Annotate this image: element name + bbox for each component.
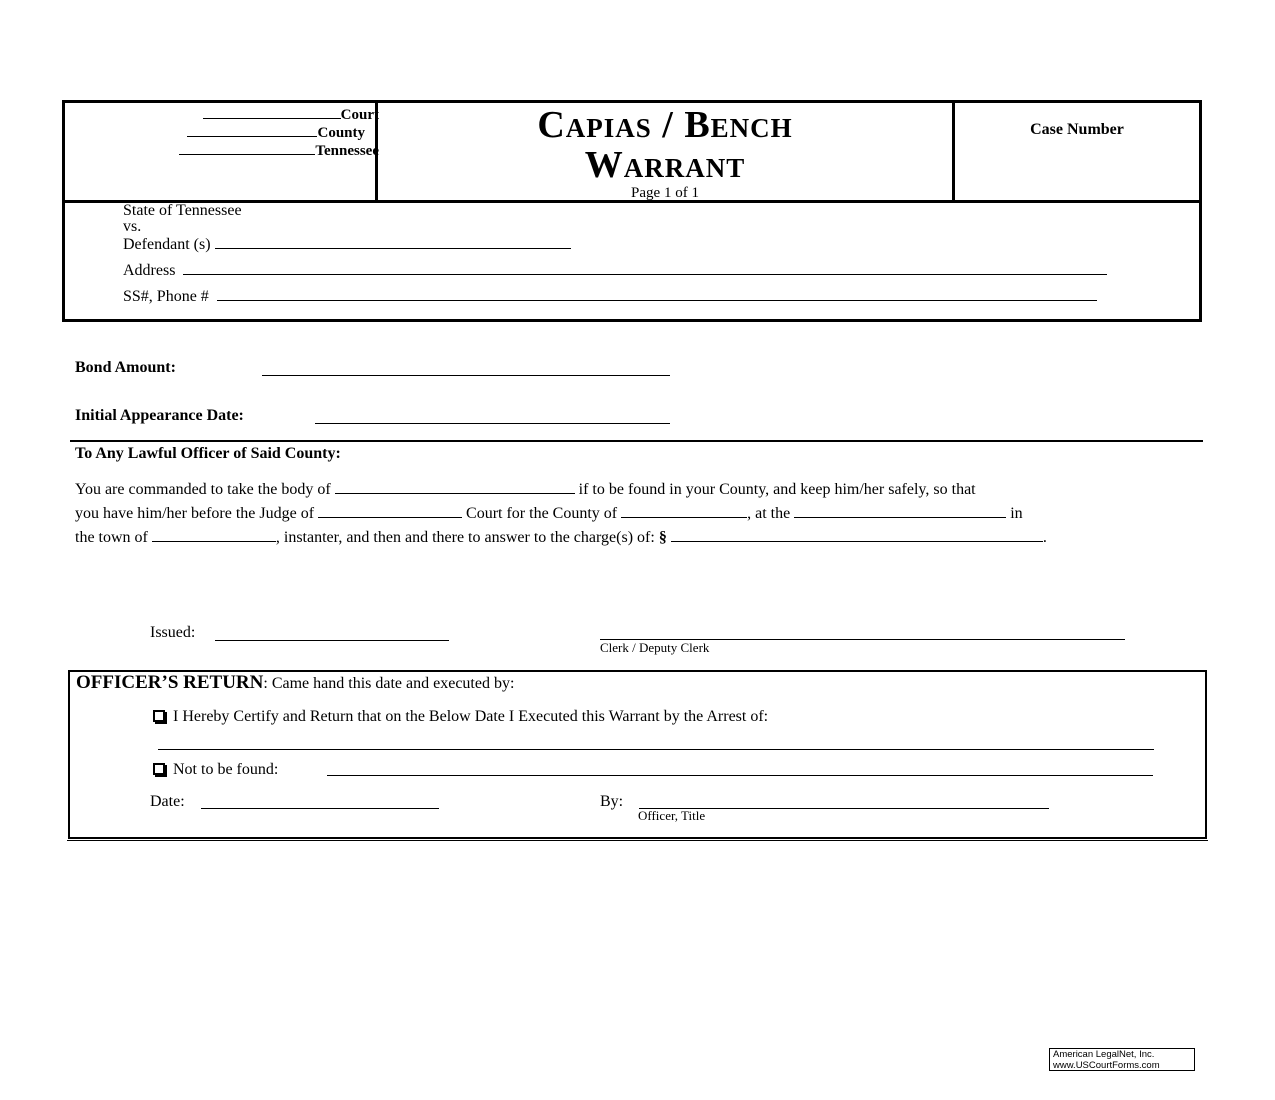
officer-title-label: Officer, Title xyxy=(638,808,706,823)
date-label: Date: xyxy=(150,793,185,810)
state-of-tennessee: State of Tennessee xyxy=(123,202,242,219)
charges-field[interactable] xyxy=(671,528,1043,542)
command-line-3 xyxy=(75,526,1200,550)
ss-phone-label: SS#, Phone # xyxy=(123,288,209,305)
initial-appearance-field[interactable] xyxy=(315,410,670,424)
ss-phone-field[interactable] xyxy=(217,287,1097,301)
footer-company: American LegalNet, Inc. xyxy=(1053,1049,1155,1060)
page-indicator: Page 1 of 1 xyxy=(631,185,699,201)
not-found-checkbox[interactable] xyxy=(153,763,165,775)
address-field[interactable] xyxy=(183,261,1107,275)
command-text-2a: you have him/her before the Judge of xyxy=(75,505,315,522)
command-text-3-end: . xyxy=(1042,529,1047,546)
footer-stamp xyxy=(1049,1048,1195,1071)
state-court-field[interactable] xyxy=(179,141,315,155)
court-name-field[interactable] xyxy=(203,105,341,119)
clerk-label: Clerk / Deputy Clerk xyxy=(600,640,710,655)
officer-return-heading-line xyxy=(76,672,514,694)
defendant-label: Defendant (s) xyxy=(123,236,211,253)
command-text-1b: if to be found in your County, and keep him/her safely, so that xyxy=(578,481,976,498)
return-date-field[interactable] xyxy=(201,795,439,809)
court-label: Court xyxy=(340,107,379,123)
certify-line xyxy=(153,708,768,726)
court-county-field[interactable] xyxy=(621,504,747,518)
issued-label: Issued: xyxy=(150,624,196,641)
command-heading: To Any Lawful Officer of Said County: xyxy=(75,445,341,462)
state-label: Tennessee xyxy=(315,143,379,159)
initial-appearance-label: Initial Appearance Date: xyxy=(75,407,244,424)
defendant-field[interactable] xyxy=(215,235,571,249)
not-found-line xyxy=(153,761,278,779)
command-line-1 xyxy=(75,478,1200,502)
command-text-2d: in xyxy=(1010,505,1023,522)
bond-amount-field[interactable] xyxy=(262,362,670,376)
header-divider-right xyxy=(952,103,955,200)
command-text-3b: , instanter, and then and there to answer to the charge(s) of: xyxy=(275,529,655,546)
officer-return-heading: OFFICER’S RETURN xyxy=(76,672,264,693)
case-number-label: Case Number xyxy=(1030,121,1124,138)
command-line-2 xyxy=(75,502,1200,526)
at-the-field[interactable] xyxy=(794,504,1006,518)
address-label: Address xyxy=(123,262,176,279)
command-text-1a: You are commanded to take the body of xyxy=(75,481,331,498)
section-symbol: § xyxy=(658,529,667,546)
parties-block xyxy=(123,203,1107,305)
command-text-3a: the town of xyxy=(75,529,148,546)
court-county-block xyxy=(105,105,379,159)
section-divider xyxy=(70,440,1203,442)
county-name-field[interactable] xyxy=(187,123,317,137)
certify-label: I Hereby Certify and Return that on the Below Date I Executed this Warrant by the Arrest of: xyxy=(173,708,769,725)
officer-signature-field[interactable] xyxy=(639,795,1049,809)
not-found-field[interactable] xyxy=(327,775,1153,776)
versus-label: vs. xyxy=(123,218,142,235)
not-found-label: Not to be found: xyxy=(173,761,279,778)
bond-amount-label: Bond Amount: xyxy=(75,359,176,376)
title-line-1: Capias / Bench xyxy=(537,104,793,146)
title-line-2: Warrant xyxy=(584,144,746,186)
arrest-of-field[interactable] xyxy=(158,749,1154,750)
officer-return-heading-rest: : Came hand this date and executed by: xyxy=(263,675,515,692)
by-label: By: xyxy=(600,793,624,810)
command-text-2b: Court for the County of xyxy=(466,505,618,522)
header-box xyxy=(62,100,1202,322)
body-of-field[interactable] xyxy=(335,480,575,494)
issued-field[interactable] xyxy=(215,627,449,641)
footer-website: www.USCourtForms.com xyxy=(1053,1060,1160,1071)
county-label: County xyxy=(317,125,365,141)
town-field[interactable] xyxy=(152,528,276,542)
command-text-2c: , at the xyxy=(747,505,791,522)
judge-court-field[interactable] xyxy=(318,504,462,518)
certify-checkbox[interactable] xyxy=(153,710,165,722)
form-title xyxy=(378,105,952,201)
